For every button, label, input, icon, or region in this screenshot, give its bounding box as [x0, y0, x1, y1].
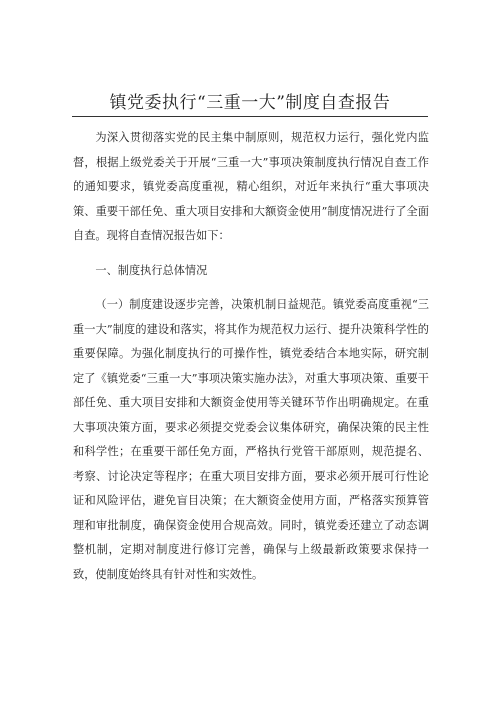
- title-block: [72, 92, 428, 117]
- section-heading: 一、制度执行总体情况: [95, 263, 208, 277]
- section-paragraph: （一）制度建设逐步完善，决策机制日益规范。镇党委高度重视“三重一大”制度的建设和落实，将其作为规范权力运行、提升决策科学性的重要保障。为强化制度执行的可操作性，镇党委结合本地实际，研究制定了《镇党委“三重一大”事项决策实施办法》，对重大事项决策、重要干部任免、重大项目安排和大额资金使用等关键环节作出明确规定。在重大事项决策方面，要求必须提交党委会议集体研究，确保决策的民主性和科学性；在重要干部任免方面，严格执行党管干部原则，规范提名、考察、讨论决定等程序；在重大项目安排方面，要求必须开展可行性论证和风险评估，避免盲目决策；在大额资金使用方面，严格落实预算管理和审批制度，确保资金使用合规高效。同时，镇党委还建立了动态调整机制，定期对制度进行修订完善，确保与上级最新政策要求保持一致，使制度始终具有针对性和实效性。: [73, 298, 429, 581]
- document-title: 镇党委执行“三重一大”制度自查报告: [109, 93, 391, 113]
- document-body: [73, 126, 429, 587]
- intro-paragraph: 为深入贯彻落实党的民主集中制原则，规范权力运行，强化党内监督，根据上级党委关于开展“三重一大”事项决策制度执行情况自查工作的通知要求，镇党委高度重视，精心组织，对近年来执行“重大事项决策、重要干部任免、重大项目安排和大额资金使用”制度情况进行了全面自查。现将自查情况报告如下：: [73, 131, 429, 242]
